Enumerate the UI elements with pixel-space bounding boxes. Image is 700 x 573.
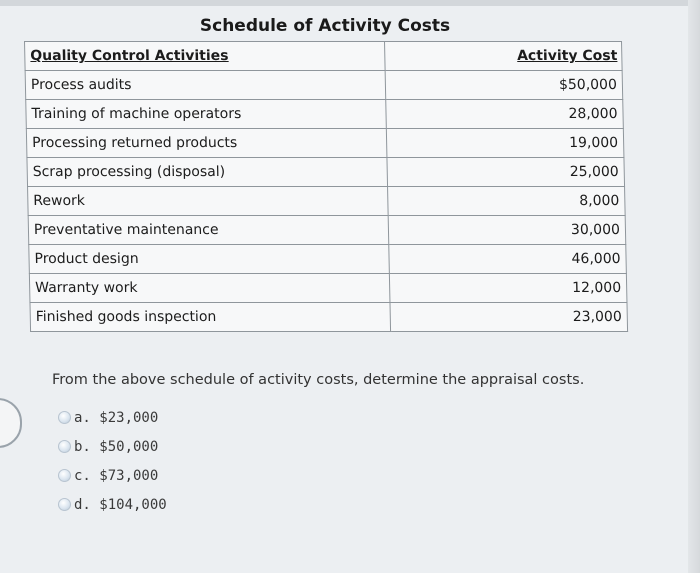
- activity-cost-table: [24, 41, 628, 332]
- option-c[interactable]: [58, 461, 167, 490]
- activity-cost: 19,000: [386, 129, 624, 158]
- schedule-title: Schedule of Activity Costs: [199, 16, 451, 36]
- answer-options: [58, 403, 167, 519]
- option-a[interactable]: [58, 403, 167, 432]
- activity-name: Scrap processing (disposal): [27, 158, 388, 187]
- activity-name: Product design: [29, 245, 390, 274]
- radio-button-icon[interactable]: [58, 411, 71, 424]
- side-tab-handle[interactable]: [0, 398, 22, 448]
- top-strip: [0, 0, 700, 6]
- option-label: d. $104,000: [74, 496, 167, 513]
- activity-cost: 8,000: [388, 187, 626, 216]
- option-b[interactable]: [58, 432, 167, 461]
- activity-cost: 46,000: [389, 245, 627, 274]
- activity-name: Warranty work: [29, 274, 390, 303]
- activity-cost: 23,000: [390, 303, 628, 332]
- table-row: [26, 129, 624, 158]
- activity-cost: 25,000: [387, 158, 625, 187]
- table-row: [28, 187, 626, 216]
- table-row: [30, 303, 628, 332]
- table-row: [29, 274, 627, 303]
- activity-cost: 30,000: [388, 216, 626, 245]
- activity-name: Rework: [28, 187, 389, 216]
- table-row: [27, 158, 625, 187]
- option-label: c. $73,000: [74, 467, 159, 484]
- table-header-row: [25, 42, 623, 71]
- question-text: From the above schedule of activity costs, determine the appraisal costs.: [52, 372, 585, 388]
- header-quality-control-activities: Quality Control Activities: [25, 42, 386, 71]
- table-row: [25, 71, 623, 100]
- table-row: [28, 216, 626, 245]
- activity-cost: 12,000: [389, 274, 627, 303]
- activity-name: Preventative maintenance: [28, 216, 389, 245]
- radio-button-icon[interactable]: [58, 498, 71, 511]
- activity-name: Training of machine operators: [26, 100, 387, 129]
- activity-name: Processing returned products: [26, 129, 387, 158]
- radio-button-icon[interactable]: [58, 440, 71, 453]
- activity-cost: 28,000: [386, 100, 624, 129]
- activity-cost-table-area: [24, 41, 628, 326]
- option-d[interactable]: [58, 490, 167, 519]
- activity-cost: $50,000: [385, 71, 623, 100]
- option-label: b. $50,000: [74, 438, 159, 455]
- activity-name: Process audits: [25, 71, 386, 100]
- table-row: [29, 245, 627, 274]
- header-activity-cost: Activity Cost: [385, 42, 623, 71]
- table-row: [26, 100, 624, 129]
- right-edge: [688, 0, 700, 573]
- activity-name: Finished goods inspection: [30, 303, 391, 332]
- option-label: a. $23,000: [74, 409, 159, 426]
- radio-button-icon[interactable]: [58, 469, 71, 482]
